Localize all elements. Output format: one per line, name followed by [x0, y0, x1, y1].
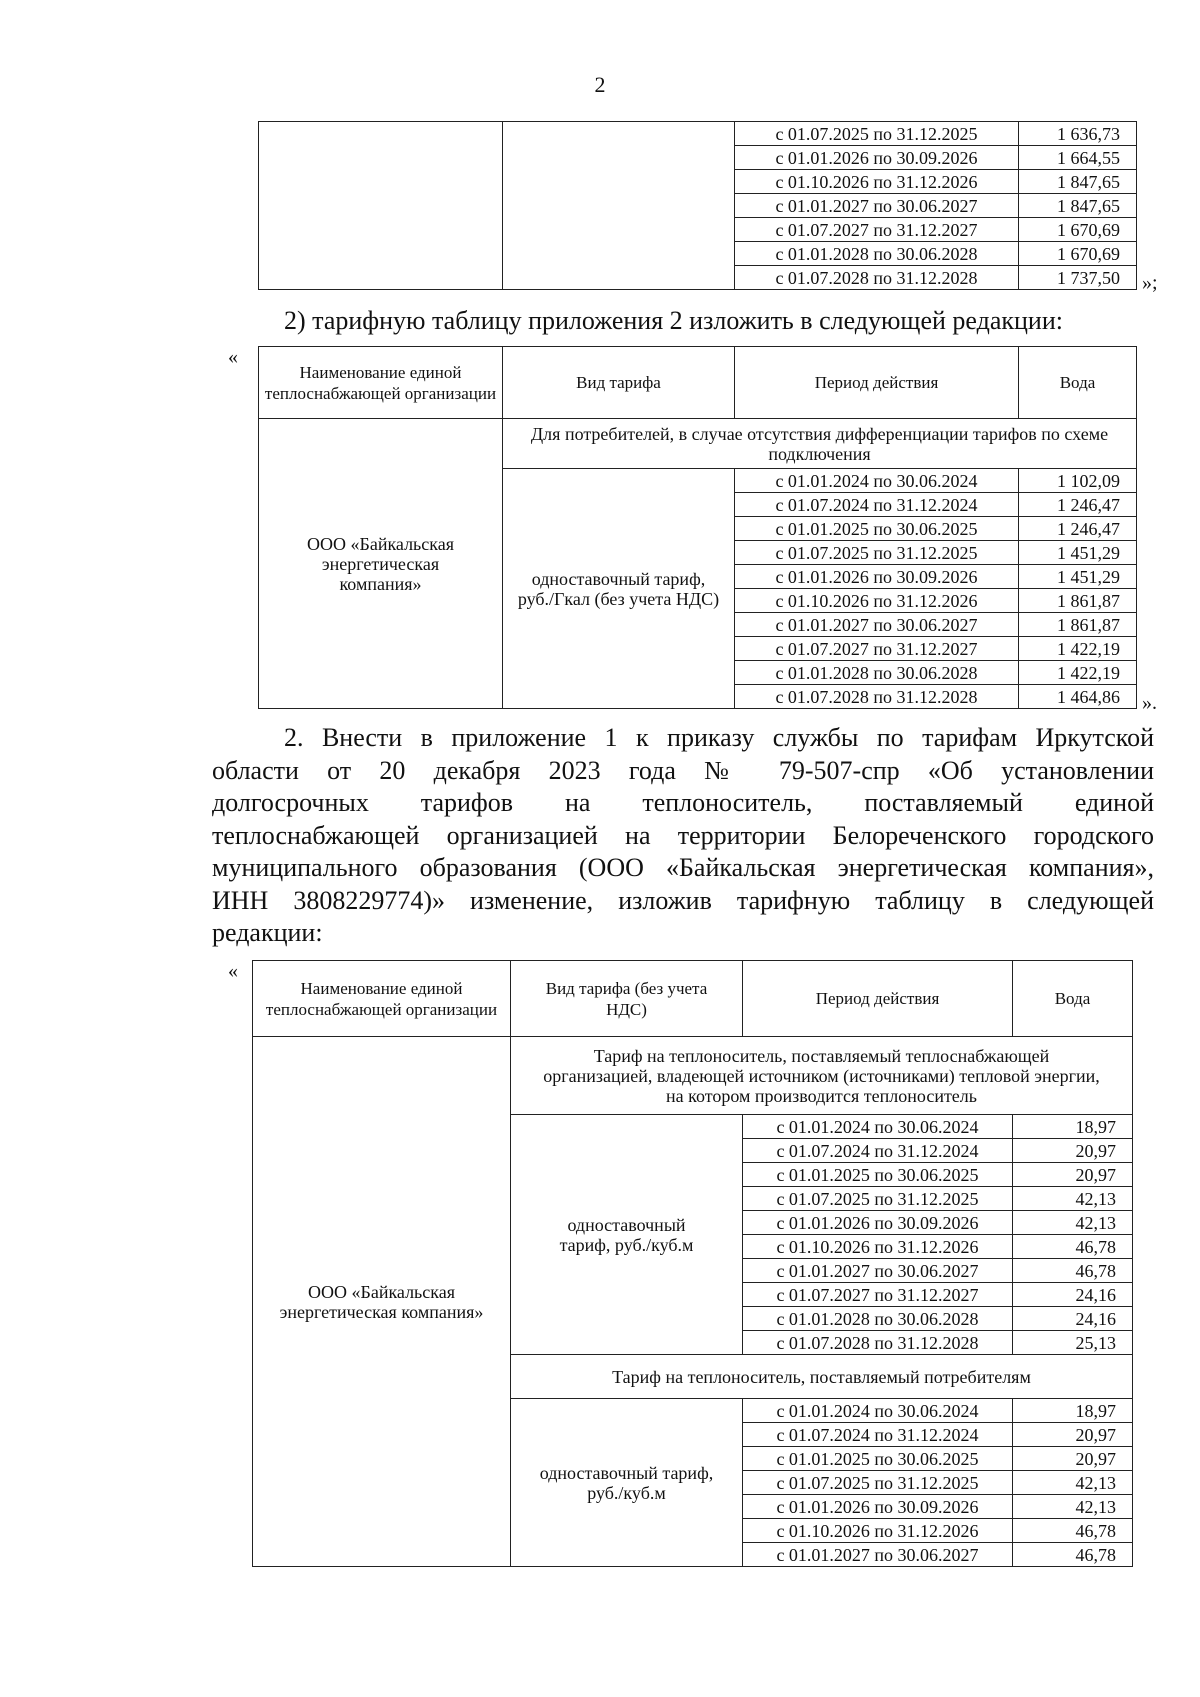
period-cell: с 01.10.2026 по 31.12.2026	[735, 589, 1019, 613]
header-type: Вид тарифа (без учета НДС)	[511, 961, 743, 1037]
period-cell: с 01.01.2028 по 30.06.2028	[735, 661, 1019, 685]
period-cell: с 01.07.2025 по 31.12.2025	[735, 122, 1019, 146]
period-cell: с 01.07.2028 по 31.12.2028	[735, 685, 1019, 709]
period-cell: с 01.01.2028 по 30.06.2028	[743, 1307, 1013, 1331]
period-cell: с 01.07.2027 по 31.12.2027	[743, 1283, 1013, 1307]
period-cell: с 01.07.2024 по 31.12.2024	[743, 1139, 1013, 1163]
group2-tariff-type: одноставочный тариф, руб./куб.м	[511, 1399, 743, 1567]
value-cell: 24,16	[1013, 1307, 1133, 1331]
value-cell: 42,13	[1013, 1211, 1133, 1235]
value-cell: 1 636,73	[1019, 122, 1137, 146]
org-name-cell: ООО «Байкальская энергетическая компания»	[253, 1037, 511, 1567]
period-cell: с 01.07.2025 по 31.12.2025	[743, 1187, 1013, 1211]
value-cell: 20,97	[1013, 1139, 1133, 1163]
header-period: Период действия	[743, 961, 1013, 1037]
header-water: Вода	[1013, 961, 1133, 1037]
header-water: Вода	[1019, 347, 1137, 419]
period-cell: с 01.01.2027 по 30.06.2027	[743, 1259, 1013, 1283]
period-cell: с 01.01.2028 по 30.06.2028	[735, 242, 1019, 266]
value-cell: 42,13	[1013, 1471, 1133, 1495]
paragraph-line: муниципального образования (ООО «Байкальская энергетическая компания»,	[212, 853, 1154, 882]
period-cell: с 01.10.2026 по 31.12.2026	[743, 1519, 1013, 1543]
value-cell: 25,13	[1013, 1331, 1133, 1355]
value-cell: 1 451,29	[1019, 565, 1137, 589]
header-org: Наименование единой теплоснабжающей организации	[259, 347, 503, 419]
value-cell: 1 861,87	[1019, 613, 1137, 637]
value-cell: 1 847,65	[1019, 194, 1137, 218]
value-cell: 1 464,86	[1019, 685, 1137, 709]
value-cell: 1 737,50	[1019, 266, 1137, 290]
value-cell: 18,97	[1013, 1399, 1133, 1423]
value-cell: 20,97	[1013, 1423, 1133, 1447]
value-cell: 1 422,19	[1019, 637, 1137, 661]
value-cell: 1 664,55	[1019, 146, 1137, 170]
period-cell: с 01.01.2027 по 30.06.2027	[735, 613, 1019, 637]
tariff-table-appendix-2	[258, 346, 1137, 709]
table2-open-quote: «	[228, 960, 238, 982]
header-type: Вид тарифа	[503, 347, 735, 419]
paragraph-line: ИНН 3808229774)» изменение, изложив тарифную таблицу в следующей	[212, 885, 1154, 915]
period-cell: с 01.01.2026 по 30.09.2026	[743, 1211, 1013, 1235]
value-cell: 46,78	[1013, 1543, 1133, 1567]
paragraph-line: 2. Внести в приложение 1 к приказу службы по тарифам Иркутской	[284, 723, 1154, 752]
period-cell: с 01.01.2026 по 30.09.2026	[735, 565, 1019, 589]
value-cell: 1 422,19	[1019, 661, 1137, 685]
period-cell: с 01.01.2027 по 30.06.2027	[735, 194, 1019, 218]
period-cell: с 01.07.2025 по 31.12.2025	[743, 1471, 1013, 1495]
period-cell: с 01.01.2025 по 30.06.2025	[743, 1447, 1013, 1471]
period-cell: с 01.01.2027 по 30.06.2027	[743, 1543, 1013, 1567]
period-cell: с 01.01.2026 по 30.09.2026	[735, 146, 1019, 170]
item2-text: 2) тарифную таблицу приложения 2 изложить в следующей редакции:	[284, 306, 1063, 335]
tariff-type-cell: одноставочный тариф, руб./Гкал (без учета НДС)	[503, 469, 735, 709]
period-cell: с 01.01.2024 по 30.06.2024	[743, 1399, 1013, 1423]
period-cell: с 01.07.2027 по 31.12.2027	[735, 637, 1019, 661]
tariff-table-continuation	[258, 121, 1137, 290]
page-number: 2	[594, 72, 606, 97]
table1-close-mark: ».	[1142, 692, 1157, 714]
period-cell: с 01.10.2026 по 31.12.2026	[743, 1235, 1013, 1259]
period-cell: с 01.01.2024 по 30.06.2024	[743, 1115, 1013, 1139]
value-cell: 1 670,69	[1019, 242, 1137, 266]
period-cell: с 01.07.2027 по 31.12.2027	[735, 218, 1019, 242]
period-cell: с 01.07.2025 по 31.12.2025	[735, 541, 1019, 565]
paragraph-line: теплоснабжающей организацией на территории Белореченского городского	[212, 820, 1154, 850]
period-cell: с 01.07.2028 по 31.12.2028	[743, 1331, 1013, 1355]
value-cell: 24,16	[1013, 1283, 1133, 1307]
paragraph-line: области от 20 декабря 2023 года № 79-507-спр «Об установлении	[212, 755, 1154, 785]
org-cell-empty	[259, 122, 503, 290]
period-cell: с 01.01.2025 по 30.06.2025	[743, 1163, 1013, 1187]
paragraph-line: долгосрочных тарифов на теплоноситель, поставляемый единой	[212, 788, 1154, 817]
paragraph-line: редакции:	[212, 918, 323, 947]
type-cell-empty	[503, 122, 735, 290]
value-cell: 46,78	[1013, 1235, 1133, 1259]
value-cell: 1 102,09	[1019, 469, 1137, 493]
value-cell: 1 861,87	[1019, 589, 1137, 613]
group2-title: Тариф на теплоноситель, поставляемый потребителям	[511, 1355, 1133, 1399]
value-cell: 20,97	[1013, 1447, 1133, 1471]
value-cell: 46,78	[1013, 1519, 1133, 1543]
paragraph-2	[212, 722, 1154, 950]
value-cell: 20,97	[1013, 1163, 1133, 1187]
value-cell: 18,97	[1013, 1115, 1133, 1139]
header-period: Период действия	[735, 347, 1019, 419]
value-cell: 1 246,47	[1019, 493, 1137, 517]
period-cell: с 01.10.2026 по 31.12.2026	[735, 170, 1019, 194]
header-org: Наименование единой теплоснабжающей организации	[253, 961, 511, 1037]
value-cell: 1 847,65	[1019, 170, 1137, 194]
table1-open-quote: «	[228, 346, 238, 368]
period-cell: с 01.07.2024 по 31.12.2024	[743, 1423, 1013, 1447]
group-title: Для потребителей, в случае отсутствия дифференциации тарифов по схеме подключения	[503, 419, 1137, 469]
group1-title: Тариф на теплоноситель, поставляемый теплоснабжающей организацией, владеющей источником (источниками) тепловой энергии, на котором производится теплоноситель	[511, 1037, 1133, 1115]
tariff-table-heat-carrier	[252, 960, 1133, 1567]
value-cell: 46,78	[1013, 1259, 1133, 1283]
value-cell: 1 670,69	[1019, 218, 1137, 242]
value-cell: 42,13	[1013, 1187, 1133, 1211]
org-name-cell: ООО «Байкальская энергетическая компания»	[259, 419, 503, 709]
period-cell: с 01.01.2025 по 30.06.2025	[735, 517, 1019, 541]
value-cell: 1 451,29	[1019, 541, 1137, 565]
group1-tariff-type: одноставочный тариф, руб./куб.м	[511, 1115, 743, 1355]
period-cell: с 01.07.2024 по 31.12.2024	[735, 493, 1019, 517]
period-cell: с 01.01.2024 по 30.06.2024	[735, 469, 1019, 493]
period-cell: с 01.07.2028 по 31.12.2028	[735, 266, 1019, 290]
period-cell: с 01.01.2026 по 30.09.2026	[743, 1495, 1013, 1519]
table0-close-mark: »;	[1142, 272, 1158, 294]
value-cell: 1 246,47	[1019, 517, 1137, 541]
value-cell: 42,13	[1013, 1495, 1133, 1519]
